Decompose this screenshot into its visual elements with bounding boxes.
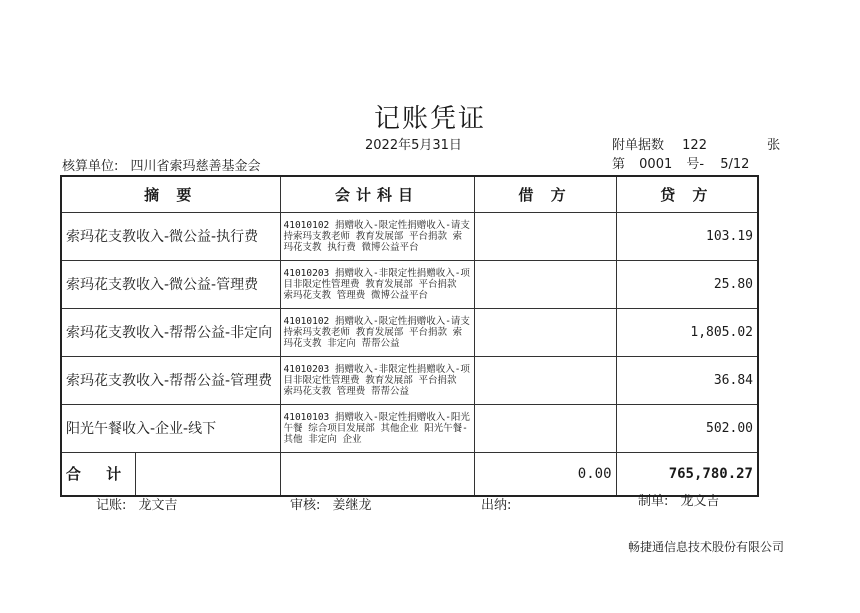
row-debit	[474, 356, 616, 404]
row-debit	[474, 212, 616, 260]
total-debit: 0.00	[474, 452, 616, 496]
voucher-prefix: 第	[612, 157, 626, 172]
maker-sign	[638, 490, 720, 509]
row-account: 41010103 捐赠收入-限定性捐赠收入-阳光午餐 综合项目发展部 其他企业 阳光午餐-其他 非定向 企业	[280, 404, 474, 452]
bookkeeper-sign	[96, 494, 178, 513]
bookkeeper-name: 龙文吉	[138, 498, 178, 513]
row-summary: 索玛花支教收入-微公益-执行费	[61, 212, 280, 260]
voucher-date: 2022年5月31日	[365, 138, 462, 153]
maker-name: 龙文吉	[680, 494, 720, 509]
attachment-count	[612, 134, 780, 153]
row-account: 41010102 捐赠收入-限定性捐赠收入-请支持索玛支教老师 教育发展部 平台捐款 索玛花支教 执行费 微博公益平台	[280, 212, 474, 260]
row-debit	[474, 404, 616, 452]
maker-label: 制单:	[638, 494, 669, 509]
row-credit: 36.84	[616, 356, 758, 404]
row-summary: 索玛花支教收入-帮帮公益-管理费	[61, 356, 280, 404]
attach-count-value: 122	[682, 138, 707, 153]
col-debit-header: 借 方	[474, 176, 616, 212]
voucher-no: 0001	[639, 157, 673, 172]
voucher-table	[60, 175, 759, 497]
row-credit: 1,805.02	[616, 308, 758, 356]
total-label: 合 计	[62, 453, 136, 495]
row-account: 41010203 捐赠收入-非限定性捐赠收入-项目非限定性管理费 教育发展部 平台捐款 索玛花支教 管理费 帮帮公益	[280, 356, 474, 404]
row-account: 41010102 捐赠收入-限定性捐赠收入-请支持索玛支教老师 教育发展部 平台捐款 索玛花支教 非定向 帮帮公益	[280, 308, 474, 356]
attach-label: 附单据数	[612, 138, 665, 153]
attach-unit: 张	[767, 138, 781, 153]
reviewer-sign	[290, 494, 372, 513]
bookkeeper-label: 记账:	[96, 498, 127, 513]
col-account-header: 会计科目	[280, 176, 474, 212]
unit-name: 四川省索玛慈善基金会	[130, 159, 261, 174]
table-header-row	[61, 176, 758, 212]
voucher-title: 记账凭证	[373, 104, 486, 134]
total-account-cell	[280, 452, 474, 496]
table-row	[61, 260, 758, 308]
table-row	[61, 308, 758, 356]
col-summary-header: 摘 要	[61, 176, 280, 212]
table-row	[61, 404, 758, 452]
voucher-page: 5/12	[720, 157, 750, 172]
row-credit: 103.19	[616, 212, 758, 260]
row-debit	[474, 260, 616, 308]
voucher-number	[612, 153, 749, 172]
unit-label: 核算单位:	[62, 159, 119, 174]
reviewer-label: 审核:	[290, 498, 321, 513]
reviewer-name: 姜继龙	[332, 498, 372, 513]
row-account: 41010203 捐赠收入-非限定性捐赠收入-项目非限定性管理费 教育发展部 平台捐款 索玛花支教 管理费 微博公益平台	[280, 260, 474, 308]
total-label-cell	[61, 452, 280, 496]
row-summary: 阳光午餐收入-企业-线下	[61, 404, 280, 452]
table-row	[61, 212, 758, 260]
cashier-label: 出纳:	[481, 498, 512, 513]
row-credit: 25.80	[616, 260, 758, 308]
table-row	[61, 356, 758, 404]
voucher-hao: 号-	[686, 157, 705, 172]
row-credit: 502.00	[616, 404, 758, 452]
row-summary: 索玛花支教收入-微公益-管理费	[61, 260, 280, 308]
cashier-sign	[481, 494, 511, 513]
col-credit-header: 贷 方	[616, 176, 758, 212]
row-debit	[474, 308, 616, 356]
accounting-unit	[62, 155, 261, 174]
software-company: 畅捷通信息技术股份有限公司	[628, 540, 785, 554]
row-summary: 索玛花支教收入-帮帮公益-非定向	[61, 308, 280, 356]
total-credit: 765,780.27	[616, 452, 758, 496]
